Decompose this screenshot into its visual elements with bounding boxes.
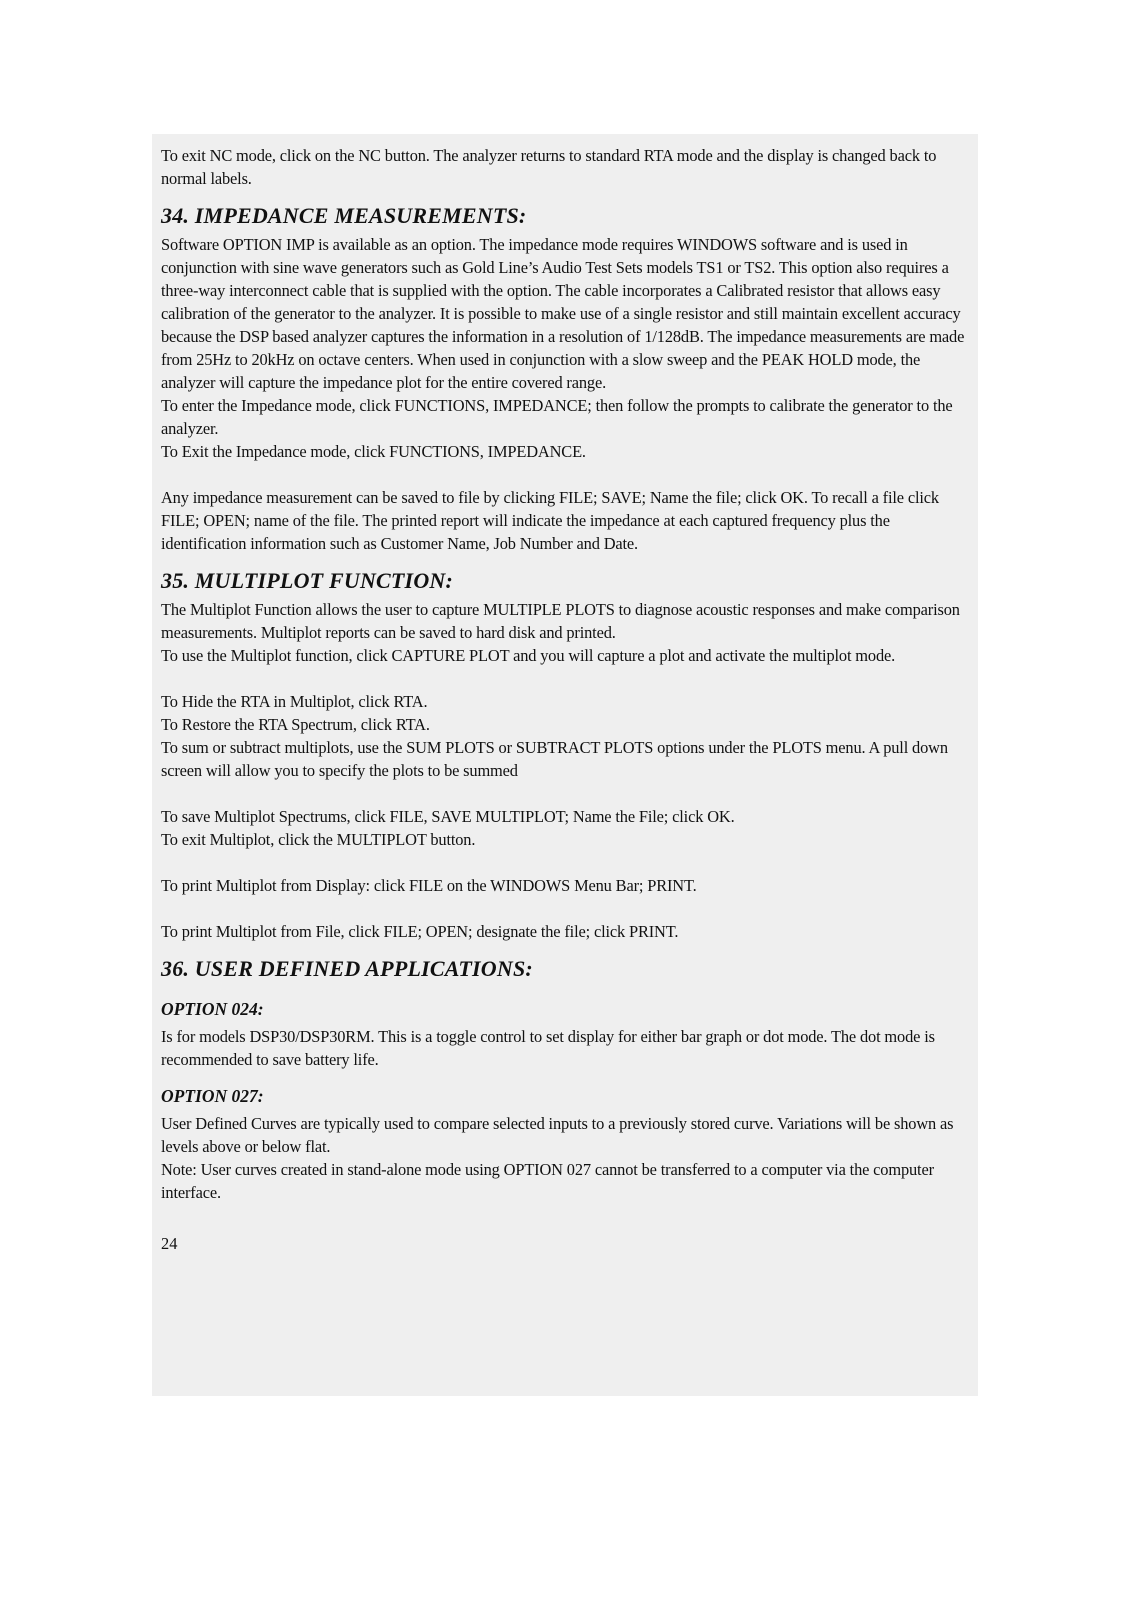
option-024-heading: OPTION 024: (161, 999, 264, 1019)
multiplot-intro-paragraph: The Multiplot Function allows the user to capture MULTIPLE PLOTS to diagnose acoustic responses and make comparison measurements. Multiplot reports can be saved to hard disk and printed. (161, 600, 960, 642)
multiplot-save-line: To save Multiplot Spectrums, click FILE, SAVE MULTIPLOT; Name the File; click OK. (161, 807, 735, 826)
spacer (161, 897, 968, 920)
page-number: 24 (161, 1234, 178, 1253)
impedance-save-paragraph: Any impedance measurement can be saved to file by clicking FILE; SAVE; Name the file; click OK. To recall a file click FILE; OPEN; name of the file. The printed report will indicate the impedance at each captured frequency plus the identification information such as Customer Name, Job Number and Date. (161, 488, 939, 553)
option-027-note-paragraph: Note: User curves created in stand-alone mode using OPTION 027 cannot be transferred to a computer via the computer interface. (161, 1160, 934, 1202)
option-024-paragraph: Is for models DSP30/DSP30RM. This is a toggle control to set display for either bar graph or dot mode. The dot mode is recommended to save battery life. (161, 1027, 935, 1069)
option-027-paragraph: User Defined Curves are typically used to compare selected inputs to a previously stored curve. Variations will be shown as levels above or below flat. (161, 1114, 954, 1156)
spacer (161, 851, 968, 874)
multiplot-print-file-line: To print Multiplot from File, click FILE; OPEN; designate the file; click PRINT. (161, 922, 679, 941)
multiplot-restore-rta-line: To Restore the RTA Spectrum, click RTA. (161, 715, 430, 734)
document-page (152, 134, 978, 1396)
multiplot-use-paragraph: To use the Multiplot function, click CAPTURE PLOT and you will capture a plot and activate the multiplot mode. (161, 646, 896, 665)
spacer (161, 782, 968, 805)
impedance-intro-paragraph: Software OPTION IMP is available as an option. The impedance mode requires WINDOWS software and is used in conjunction with sine wave generators such as Gold Line’s Audio Test Sets models TS1 or TS2. This option also requires a three-way interconnect cable that is supplied with the option. The cable incorporates a Calibrated resistor that allows easy calibration of the generator to the analyzer. It is possible to make use of a single resistor and still maintain excellent accuracy because the DSP based analyzer captures the information in a resolution of 1/128dB. The impedance measurements are made from 25Hz to 20kHz on octave centers. When used in conjunction with a slow sweep and the PEAK HOLD mode, the analyzer will capture the impedance plot for the entire covered range. (161, 235, 965, 392)
spacer (161, 667, 968, 690)
section-35-heading: 35. MULTIPLOT FUNCTION: (161, 568, 454, 593)
multiplot-exit-line: To exit Multiplot, click the MULTIPLOT button. (161, 830, 476, 849)
multiplot-print-display-line: To print Multiplot from Display: click FILE on the WINDOWS Menu Bar; PRINT. (161, 876, 697, 895)
nc-exit-paragraph: To exit NC mode, click on the NC button. The analyzer returns to standard RTA mode and the display is changed back to normal labels. (161, 146, 937, 188)
section-34-heading: 34. IMPEDANCE MEASUREMENTS: (161, 203, 527, 228)
spacer (161, 463, 968, 486)
impedance-enter-paragraph: To enter the Impedance mode, click FUNCTIONS, IMPEDANCE; then follow the prompts to calibrate the generator to the analyzer. (161, 396, 953, 438)
option-027-heading: OPTION 027: (161, 1086, 264, 1106)
impedance-exit-paragraph: To Exit the Impedance mode, click FUNCTIONS, IMPEDANCE. (161, 442, 586, 461)
multiplot-hide-rta-line: To Hide the RTA in Multiplot, click RTA. (161, 692, 428, 711)
section-36-heading: 36. USER DEFINED APPLICATIONS: (161, 956, 533, 981)
multiplot-sum-paragraph: To sum or subtract multiplots, use the SUM PLOTS or SUBTRACT PLOTS options under the PLOTS menu. A pull down screen will allow you to specify the plots to be summed (161, 738, 948, 780)
